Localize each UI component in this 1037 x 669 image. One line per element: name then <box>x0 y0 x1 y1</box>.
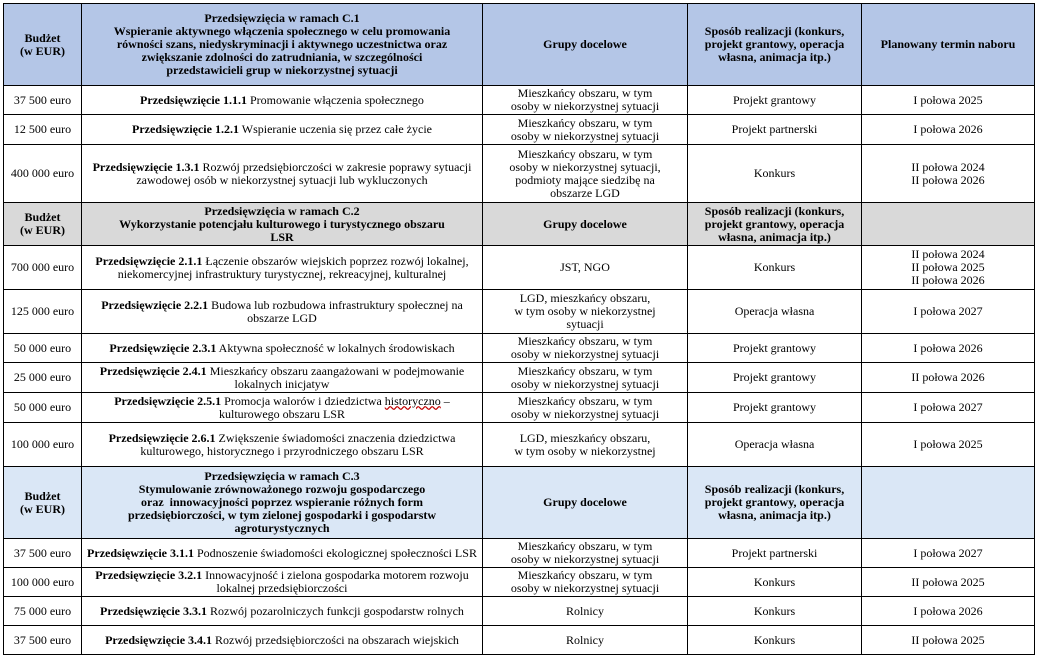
method-header: Sposób realizacji (konkurs, projekt grantowy, operacja własna, animacja itp.) <box>688 203 862 246</box>
project-cell: Przedsięwzięcie 2.2.1 Budowa lub rozbudowa infrastruktury społecznej na obszarze LGD <box>82 290 483 334</box>
table-row <box>4 568 1035 597</box>
method-cell: Konkurs <box>688 597 862 626</box>
method-cell: Projekt partnerski <box>688 539 862 568</box>
term-cell: I połowa 2025 <box>862 86 1035 115</box>
groups-cell: Mieszkańcy obszaru, w tym osoby w niekorzystnej sytuacji, podmioty mające siedzibę na obszarze LGD <box>483 145 688 203</box>
groups-cell: Mieszkańcy obszaru, w tym osoby w niekorzystnej sytuacji <box>483 115 688 145</box>
budget-header: Budżet (w EUR) <box>4 467 82 539</box>
project-cell: Przedsięwzięcie 3.4.1 Rozwój przedsiębiorczości na obszarach wiejskich <box>82 626 483 655</box>
groups-header: Grupy docelowe <box>483 467 688 539</box>
section-title: Przedsięwzięcia w ramach C.3 Stymulowanie zrównoważonego rozwoju gospodarczego oraz innowacyjności poprzez wspieranie różnych form przedsiębiorczości, w tym zielonej gospodarki i gospodarstw agroturystycznych <box>82 467 483 539</box>
budget-cell: 700 000 euro <box>4 246 82 290</box>
method-cell: Projekt grantowy <box>688 86 862 115</box>
project-cell: Przedsięwzięcie 1.2.1 Wspieranie uczenia się przez całe życie <box>82 115 483 145</box>
section-title: Przedsięwzięcia w ramach C.1 Wspieranie aktywnego włączenia społecznego w celu promowania równości szans, niedyskryminacji i aktywnego uczestnictwa oraz zwiększanie zdolności do zatrudniania, w szczególności przedstawicieli grup w niekorzystnej sytuacji <box>82 4 483 86</box>
groups-cell: Mieszkańcy obszaru, w tym osoby w niekorzystnej sytuacji <box>483 568 688 597</box>
groups-cell: Mieszkańcy obszaru, w tym osoby w niekorzystnej sytuacji <box>483 86 688 115</box>
section-header-c3 <box>4 467 1035 539</box>
section-header-c2 <box>4 203 1035 246</box>
groups-cell: Rolnicy <box>483 597 688 626</box>
project-cell: Przedsięwzięcie 3.3.1 Rozwój pozarolniczych funkcji gospodarstw rolnych <box>82 597 483 626</box>
term-cell: I połowa 2027 <box>862 393 1035 423</box>
method-cell: Projekt grantowy <box>688 363 862 393</box>
method-cell: Projekt grantowy <box>688 334 862 363</box>
budget-cell: 100 000 euro <box>4 423 82 467</box>
budget-table <box>3 3 1035 655</box>
term-cell: I połowa 2026 <box>862 597 1035 626</box>
method-cell: Konkurs <box>688 246 862 290</box>
term-cell: I połowa 2026 <box>862 334 1035 363</box>
budget-cell: 25 000 euro <box>4 363 82 393</box>
project-cell: Przedsięwzięcie 2.6.1 Zwiększenie świadomości znaczenia dziedzictwa kulturowego, historycznego i przyrodniczego obszaru LSR <box>82 423 483 467</box>
table-row <box>4 290 1035 334</box>
budget-cell: 50 000 euro <box>4 334 82 363</box>
term-cell: I połowa 2025 <box>862 423 1035 467</box>
budget-header: Budżet (w EUR) <box>4 203 82 246</box>
groups-cell: Mieszkańcy obszaru, w tym osoby w niekorzystnej sytuacji <box>483 363 688 393</box>
table-row <box>4 334 1035 363</box>
table-row <box>4 115 1035 145</box>
method-cell: Operacja własna <box>688 423 862 467</box>
groups-cell: Mieszkańcy obszaru, w tym osoby w niekorzystnej sytuacji <box>483 334 688 363</box>
term-header <box>862 203 1035 246</box>
budget-cell: 37 500 euro <box>4 539 82 568</box>
term-cell: I połowa 2027 <box>862 290 1035 334</box>
budget-cell: 12 500 euro <box>4 115 82 145</box>
table-row <box>4 393 1035 423</box>
table-row <box>4 626 1035 655</box>
groups-cell: Rolnicy <box>483 626 688 655</box>
project-cell: Przedsięwzięcie 2.4.1 Mieszkańcy obszaru zaangażowani w podejmowanie lokalnych inicjatyw <box>82 363 483 393</box>
term-header: Planowany termin naboru <box>862 4 1035 86</box>
groups-cell: Mieszkańcy obszaru, w tym osoby w niekorzystnej sytuacji <box>483 539 688 568</box>
budget-cell: 37 500 euro <box>4 86 82 115</box>
table-row <box>4 597 1035 626</box>
method-cell: Projekt partnerski <box>688 115 862 145</box>
table-row <box>4 145 1035 203</box>
project-cell: Przedsięwzięcie 1.1.1 Promowanie włączenia społecznego <box>82 86 483 115</box>
method-header: Sposób realizacji (konkurs, projekt grantowy, operacja własna, animacja itp.) <box>688 4 862 86</box>
budget-cell: 125 000 euro <box>4 290 82 334</box>
term-cell: II połowa 2025 <box>862 568 1035 597</box>
table-row <box>4 539 1035 568</box>
table-row <box>4 246 1035 290</box>
project-cell: Przedsięwzięcie 3.2.1 Innowacyjność i zielona gospodarka motorem rozwoju lokalnej przedsiębiorczości <box>82 568 483 597</box>
budget-cell: 100 000 euro <box>4 568 82 597</box>
project-cell: Przedsięwzięcie 2.5.1 Promocja walorów i dziedzictwa historyczno – kulturowego obszaru LSR <box>82 393 483 423</box>
term-cell: II połowa 2024 II połowa 2025 II połowa 2026 <box>862 246 1035 290</box>
budget-cell: 37 500 euro <box>4 626 82 655</box>
method-cell: Konkurs <box>688 626 862 655</box>
term-cell: II połowa 2025 <box>862 626 1035 655</box>
budget-cell: 400 000 euro <box>4 145 82 203</box>
groups-cell: LGD, mieszkańcy obszaru, w tym osoby w niekorzystnej sytuacji <box>483 290 688 334</box>
term-header <box>862 467 1035 539</box>
method-cell: Konkurs <box>688 568 862 597</box>
table-row <box>4 86 1035 115</box>
section-title: Przedsięwzięcia w ramach C.2 Wykorzystanie potencjału kulturowego i turystycznego obszaru LSR <box>82 203 483 246</box>
table-row <box>4 363 1035 393</box>
term-cell: I połowa 2027 <box>862 539 1035 568</box>
budget-cell: 50 000 euro <box>4 393 82 423</box>
groups-cell: Mieszkańcy obszaru, w tym osoby w niekorzystnej sytuacji <box>483 393 688 423</box>
project-cell: Przedsięwzięcie 2.1.1 Łączenie obszarów wiejskich poprzez rozwój lokalnej, niekomercyjnej infrastruktury turystycznej, rekreacyjnej, kulturalnej <box>82 246 483 290</box>
groups-cell: JST, NGO <box>483 246 688 290</box>
project-cell: Przedsięwzięcie 2.3.1 Aktywna społeczność w lokalnych środowiskach <box>82 334 483 363</box>
section-header-c1 <box>4 4 1035 86</box>
method-cell: Konkurs <box>688 145 862 203</box>
method-cell: Operacja własna <box>688 290 862 334</box>
method-cell: Projekt grantowy <box>688 393 862 423</box>
method-header: Sposób realizacji (konkurs, projekt grantowy, operacja własna, animacja itp.) <box>688 467 862 539</box>
table-row <box>4 423 1035 467</box>
groups-header: Grupy docelowe <box>483 4 688 86</box>
groups-cell: LGD, mieszkańcy obszaru, w tym osoby w niekorzystnej <box>483 423 688 467</box>
term-cell: I połowa 2026 <box>862 115 1035 145</box>
project-cell: Przedsięwzięcie 1.3.1 Rozwój przedsiębiorczości w zakresie poprawy sytuacji zawodowej osób w niekorzystnej sytuacji lub wykluczonych <box>82 145 483 203</box>
groups-header: Grupy docelowe <box>483 203 688 246</box>
budget-cell: 75 000 euro <box>4 597 82 626</box>
project-cell: Przedsięwzięcie 3.1.1 Podnoszenie świadomości ekologicznej społeczności LSR <box>82 539 483 568</box>
term-cell: II połowa 2026 <box>862 363 1035 393</box>
term-cell: II połowa 2024 II połowa 2026 <box>862 145 1035 203</box>
spellcheck-underline: historyczno <box>384 393 441 408</box>
budget-header: Budżet (w EUR) <box>4 4 82 86</box>
